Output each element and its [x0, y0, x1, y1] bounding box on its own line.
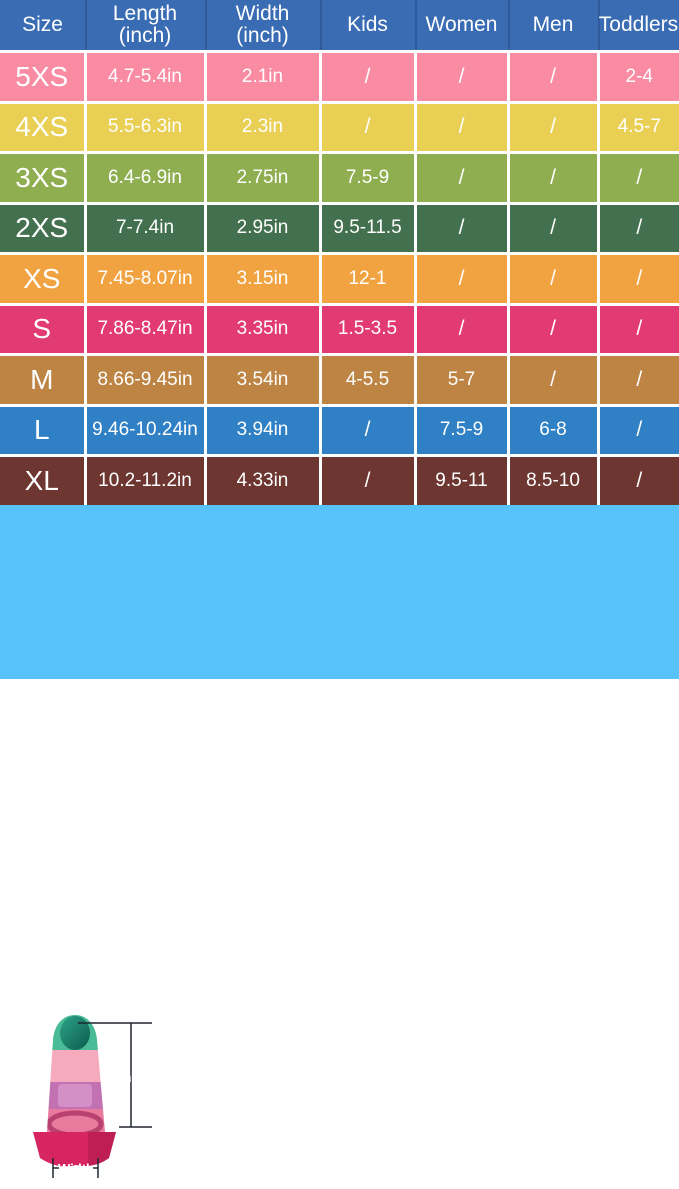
header-sublabel: (inch)	[119, 25, 172, 47]
women-cell: 5-7	[417, 356, 507, 404]
note-line: appropriate US size in the size chart	[244, 1092, 664, 1129]
header-label: Toddlers	[599, 14, 678, 36]
length-cell: 9.46-10.24in	[87, 407, 204, 455]
size-cell: 3XS	[0, 154, 84, 202]
table-row-4xs	[0, 104, 679, 152]
note-line-rest: Please measure length and width	[300, 1026, 566, 1046]
men-cell: /	[510, 205, 597, 253]
table-row-l	[0, 407, 679, 455]
note-line: (the tolerance is 0.4-0.7 inches).	[244, 1129, 664, 1166]
size-cell: 2XS	[0, 205, 84, 253]
note-text	[244, 1018, 664, 1166]
table-row-s	[0, 306, 679, 354]
kids-cell: /	[322, 104, 414, 152]
table-row-3xs	[0, 154, 679, 202]
kids-cell: 12-1	[322, 255, 414, 303]
header-label: Width	[236, 3, 290, 25]
women-cell: /	[417, 154, 507, 202]
length-cell: 8.66-9.45in	[87, 356, 204, 404]
women-cell: /	[417, 104, 507, 152]
women-cell: /	[417, 53, 507, 101]
women-cell: /	[417, 306, 507, 354]
size-cell: XL	[0, 457, 84, 505]
toddlers-cell: /	[600, 457, 679, 505]
women-cell: /	[417, 255, 507, 303]
length-cell: 7.45-8.07in	[87, 255, 204, 303]
note-line	[244, 1018, 664, 1055]
toddlers-cell: 2-4	[600, 53, 679, 101]
header-label: Length	[113, 3, 177, 25]
table-row-2xs	[0, 205, 679, 253]
toddlers-cell: /	[600, 154, 679, 202]
kids-cell: 9.5-11.5	[322, 205, 414, 253]
kids-cell: /	[322, 53, 414, 101]
size-cell: L	[0, 407, 84, 455]
width-cell: 2.95in	[207, 205, 319, 253]
toddlers-cell: /	[600, 407, 679, 455]
women-cell: 9.5-11	[417, 457, 507, 505]
width-cell: 2.75in	[207, 154, 319, 202]
fin-diagram-svg	[18, 1010, 238, 1184]
table-row-xs	[0, 255, 679, 303]
kids-cell: 7.5-9	[322, 154, 414, 202]
length-cell: 4.7-5.4in	[87, 53, 204, 101]
header-label: Size	[22, 14, 63, 36]
header-sublabel: (inch)	[236, 25, 289, 47]
header-label: Men	[533, 14, 574, 36]
length-cell: 5.5-6.3in	[87, 104, 204, 152]
header-cell-kids	[320, 0, 415, 50]
men-cell: /	[510, 255, 597, 303]
men-cell: 8.5-10	[510, 457, 597, 505]
men-cell: /	[510, 104, 597, 152]
fin-illustration	[18, 1010, 238, 1184]
width-cell: 3.35in	[207, 306, 319, 354]
note-line: of your feet first, then choose an	[244, 1055, 664, 1092]
kids-cell: 1.5-3.5	[322, 306, 414, 354]
length-cell: 7.86-8.47in	[87, 306, 204, 354]
size-cell: XS	[0, 255, 84, 303]
men-cell: /	[510, 306, 597, 354]
bottom-section	[0, 505, 679, 680]
length-label: Length	[107, 1069, 154, 1085]
women-cell: 7.5-9	[417, 407, 507, 455]
table-row-m	[0, 356, 679, 404]
women-cell: /	[417, 205, 507, 253]
table-row-xl	[0, 457, 679, 505]
men-cell: 6-8	[510, 407, 597, 455]
kids-cell: 4-5.5	[322, 356, 414, 404]
header-cell-size	[0, 0, 85, 50]
size-cell: 4XS	[0, 104, 84, 152]
header-cell-width	[205, 0, 320, 50]
toddlers-cell: /	[600, 306, 679, 354]
toddlers-cell: /	[600, 255, 679, 303]
width-cell: 3.15in	[207, 255, 319, 303]
width-label: Width	[58, 1161, 94, 1176]
header-row	[0, 0, 679, 50]
length-cell: 7-7.4in	[87, 205, 204, 253]
width-cell: 3.94in	[207, 407, 319, 455]
men-cell: /	[510, 53, 597, 101]
width-cell: 2.1in	[207, 53, 319, 101]
size-cell: S	[0, 306, 84, 354]
header-label: Women	[426, 14, 498, 36]
size-cell: 5XS	[0, 53, 84, 101]
men-cell: /	[510, 356, 597, 404]
header-cell-men	[508, 0, 598, 50]
toddlers-cell: 4.5-7	[600, 104, 679, 152]
table-row-5xs	[0, 53, 679, 101]
kids-cell: /	[322, 407, 414, 455]
kids-cell: /	[322, 457, 414, 505]
toddlers-cell: /	[600, 356, 679, 404]
size-cell: M	[0, 356, 84, 404]
men-cell: /	[510, 154, 597, 202]
note-prefix: NOTE:	[244, 1026, 300, 1046]
header-cell-toddlers	[598, 0, 679, 50]
length-cell: 10.2-11.2in	[87, 457, 204, 505]
header-cell-women	[415, 0, 508, 50]
width-cell: 2.3in	[207, 104, 319, 152]
width-cell: 4.33in	[207, 457, 319, 505]
length-cell: 6.4-6.9in	[87, 154, 204, 202]
toddlers-cell: /	[600, 205, 679, 253]
header-label: Kids	[347, 14, 388, 36]
width-cell: 3.54in	[207, 356, 319, 404]
header-cell-length	[85, 0, 205, 50]
